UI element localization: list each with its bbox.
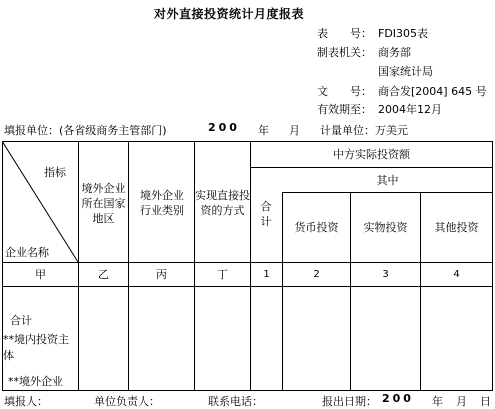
header-in-kind-investment: 实物投资	[363, 221, 408, 234]
doc-number-label: 文 号：	[317, 85, 372, 98]
footer-phone: 联系电话：	[208, 395, 263, 408]
reporting-unit-label: 填报单位：(各省级商务主管部门)	[4, 124, 167, 137]
body-overseas-enterprise-label: **境外企业	[8, 375, 63, 388]
code-yi: 乙	[98, 268, 109, 281]
footer-month-label: 月	[456, 395, 467, 408]
code-ding: 丁	[217, 268, 228, 281]
footer-year-label: 年	[432, 395, 443, 408]
code-2: 2	[313, 269, 320, 280]
footer-day-label: 日	[480, 395, 491, 408]
header-indicator: 指标	[44, 166, 66, 179]
report-year-label: 年	[258, 124, 269, 137]
form-number-value: FDI305表	[378, 27, 429, 40]
code-4: 4	[453, 269, 460, 280]
header-industry: 境外企业行业类别	[140, 189, 184, 217]
header-of-which: 其中	[376, 173, 399, 187]
footer-report-date-year: 200	[382, 392, 414, 405]
header-other-investment: 其他投资	[434, 221, 479, 234]
code-1: 1	[263, 269, 270, 280]
header-chinese-investment: 中方实际投资额	[333, 148, 410, 161]
footer-unit-head: 单位负责人：	[94, 395, 160, 408]
body-domestic-investor-label: **境内投资主体	[3, 333, 69, 362]
currency-unit-label: 计量单位：万美元	[320, 124, 408, 137]
header-total: 合计	[260, 200, 272, 228]
body-total-label: 合计	[10, 314, 32, 327]
header-company-name: 企业名称	[5, 246, 49, 259]
code-bing: 丙	[156, 268, 167, 281]
code-jia: 甲	[35, 268, 46, 281]
code-3: 3	[382, 269, 389, 280]
doc-number-value: 商合发[2004] 645 号	[378, 85, 487, 98]
issuing-org-value-2: 国家统计局	[378, 65, 433, 78]
report-title: 对外直接投资统计月度报表	[154, 7, 305, 21]
header-host-region: 境外企业所在国家地区	[81, 181, 126, 225]
header-investment-method: 实现直接投资的方式	[195, 189, 250, 217]
footer-report-date-label: 报出日期：	[322, 395, 377, 408]
valid-until-label: 有效期至：	[317, 103, 372, 116]
issuing-org-value-1: 商务部	[378, 46, 411, 59]
issuing-org-label: 制表机关：	[317, 46, 372, 59]
report-year-value: 200	[208, 121, 240, 134]
header-cash-investment: 货币投资	[294, 221, 339, 234]
form-number-label: 表 号：	[317, 27, 372, 40]
footer-filler: 填报人：	[4, 395, 48, 408]
report-month-label: 月	[289, 124, 300, 137]
valid-until-value: 2004年12月	[378, 103, 442, 116]
